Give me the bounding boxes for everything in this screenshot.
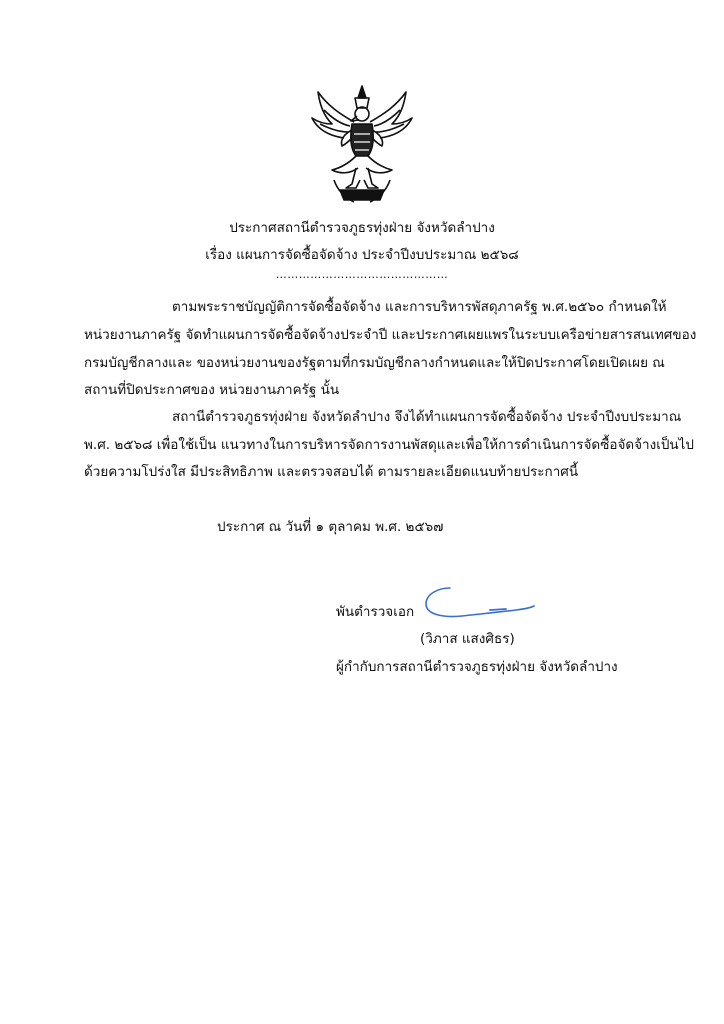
paragraph1-line3: กรมบัญชีกลางและ ของหน่วยงานของรัฐตามที่กรมบัญชีกลางกำหนดและให้ปิดประกาศโดยเปิดเผย ณ [84, 355, 665, 371]
document-title: ประกาศสถานีตำรวจภูธรทุ่งฝ่าย จังหวัดลำปาง [229, 220, 495, 236]
handwritten-signature [420, 580, 538, 628]
paragraph1-line1: ตามพระราชบัญญัติการจัดซื้อจัดจ้าง และการบริหารพัสดุภาครัฐ พ.ศ.๒๕๖๐ กำหนดให้ [172, 299, 667, 315]
paragraph2-line1: สถานีตำรวจภูธรทุ่งฝ่าย จังหวัดลำปาง จึงได้ทำแผนการจัดซื้อจัดจ้าง ประจำปีงบประมาณ [172, 409, 682, 425]
signer-name: (วิภาส แสงศิธร) [420, 631, 515, 647]
signer-position: ผู้กำกับการสถานีตำรวจภูธรทุ่งฝ่าย จังหวัดลำปาง [336, 659, 618, 675]
signer-rank: พันตำรวจเอก [336, 604, 415, 620]
paragraph2-line2: พ.ศ. ๒๕๖๘ เพื่อใช้เป็น แนวทางในการบริหารจัดการงานพัสดุและเพื่อให้การดำเนินการจัดซื้อจัดจ้างเป็นไป [84, 437, 695, 453]
announcement-date: ประกาศ ณ วันที่ ๑ ตุลาคม พ.ศ. ๒๕๖๗ [217, 519, 444, 535]
title-separator: ……………………………………… [275, 268, 449, 281]
document-subject: เรื่อง แผนการจัดซื้อจัดจ้าง ประจำปีงบประมาณ ๒๕๖๘ [205, 247, 519, 263]
garuda-emblem-icon [310, 84, 414, 206]
paragraph1-line4: สถานที่ปิดประกาศของ หน่วยงานภาครัฐ นั้น [84, 382, 340, 398]
paragraph2-line3: ด้วยความโปร่งใส มีประสิทธิภาพ และตรวจสอบได้ ตามรายละเอียดแนบท้ายประกาศนี้ [84, 464, 579, 480]
paragraph1-line2: หน่วยงานภาครัฐ จัดทำแผนการจัดซื้อจัดจ้างประจำปี และประกาศเผยแพรในระบบเครือข่ายสารสนเทศของ [84, 327, 697, 343]
